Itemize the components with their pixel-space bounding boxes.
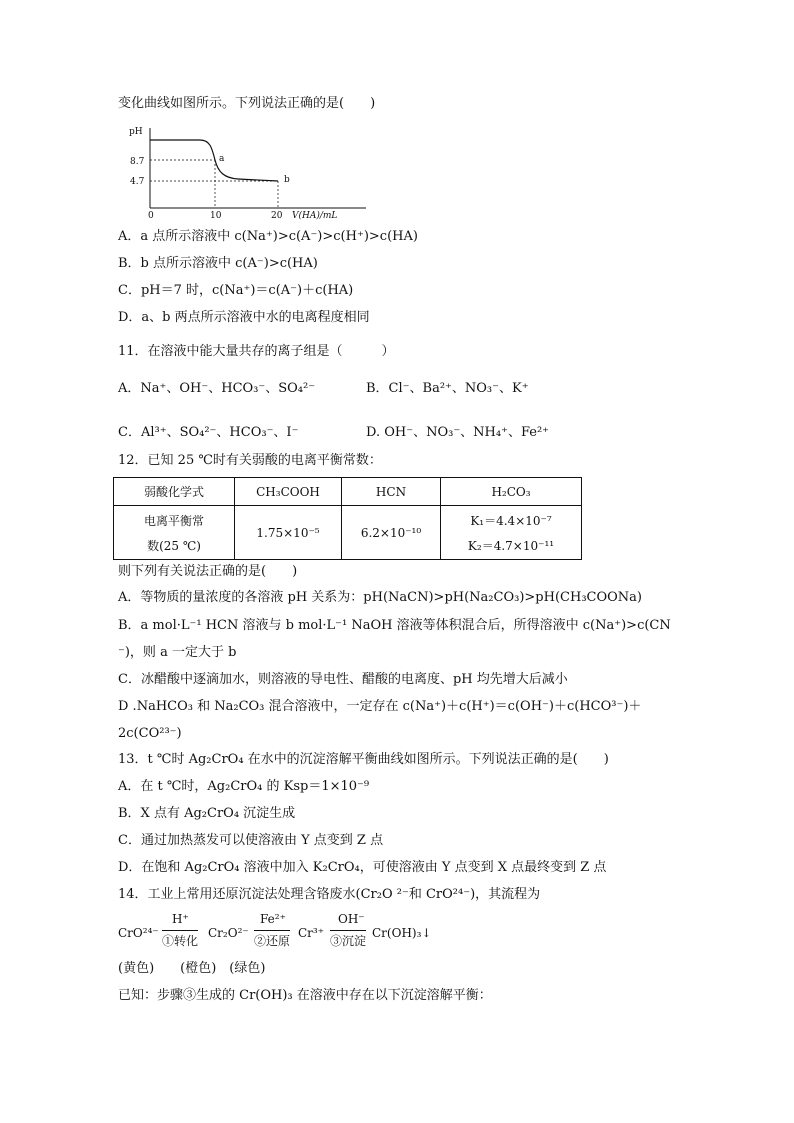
q12-after: 则下列有关说法正确的是( ) <box>118 564 298 579</box>
q10-option-a: A．a 点所示溶液中 c(Na⁺)>c(A⁻)>c(H⁺)>c(HA) <box>118 229 418 244</box>
y-axis-label: pH <box>129 127 143 137</box>
row-label-line-1: 电离平衡常 <box>143 513 204 528</box>
ionization-constants-table <box>113 477 582 560</box>
ph-titration-graph <box>118 124 368 220</box>
table-row-label <box>114 506 235 560</box>
table-header: CH₃COOH <box>235 478 342 506</box>
q14-colors: (黄色) (橙色) (绿色) <box>118 961 266 976</box>
q12-option-c: C．冰醋酸中逐滴加水，则溶液的导电性、醋酸的电离度、pH 均先增大后减小 <box>118 672 568 687</box>
table-cell <box>441 506 582 560</box>
q11-option-c: C．Al³⁺、SO₄²⁻、HCO₃⁻、I⁻ <box>118 425 299 440</box>
q12-stem: 12．已知 25 ℃时有关弱酸的电离平衡常数： <box>118 453 382 468</box>
q10-option-c: C．pH＝7 时，c(Na⁺)＝c(A⁻)＋c(HA) <box>118 283 354 298</box>
table-header: 弱酸化学式 <box>114 478 235 506</box>
table-cell: 1.75×10⁻⁵ <box>235 506 342 560</box>
q13-option-d: D．在饱和 Ag₂CrO₄ 溶液中加入 K₂CrO₄，可使溶液由 Y 点变到 X 点最终变到 Z 点 <box>118 860 607 875</box>
q12-option-b-cont: ⁻)，则 a 一定大于 b <box>118 645 237 660</box>
table-cell: 6.2×10⁻¹⁰ <box>342 506 441 560</box>
q14-note: 已知：步骤③生成的 Cr(OH)₃ 在溶液中存在以下沉淀溶解平衡： <box>118 988 492 1003</box>
flow-species-4: Cr(OH)₃↓ <box>372 926 432 940</box>
point-b-label: b <box>284 175 290 185</box>
x-tick-10: 10 <box>210 211 222 220</box>
q14-stem: 14．工业上常用还原沉淀法处理含铬废水(Cr₂O ²⁻和 CrO²⁴⁻)，其流程为 <box>118 887 541 902</box>
q10-option-b: B．b 点所示溶液中 c(A⁻)>c(HA) <box>118 256 318 271</box>
q10-option-d: D．a、b 两点所示溶液中水的电离程度相同 <box>118 310 370 325</box>
x-tick-20: 20 <box>271 211 283 220</box>
ph-curve <box>150 140 278 181</box>
flow-reagent-2: Fe²⁺ <box>260 912 286 926</box>
k1-value: K₁＝4.4×10⁻⁷ <box>470 513 552 528</box>
q12-option-a: A．等物质的量浓度的各溶液 pH 关系为：pH(NaCN)>pH(Na₂CO₃)>pH(CH₃COONa) <box>118 590 642 605</box>
x-tick-0: 0 <box>148 211 154 220</box>
q11-stem: 11．在溶液中能大量共存的离子组是（ ） <box>118 344 395 359</box>
q12-option-d: D .NaHCO₃ 和 Na₂CO₃ 混合溶液中，一定存在 c(Na⁺)＋c(H⁺)＝c(OH⁻)＋c(HCO³⁻)＋ <box>118 699 642 714</box>
flow-species-1: CrO²⁴⁻ <box>118 926 159 940</box>
point-a-label: a <box>219 154 225 164</box>
q11-option-a: A．Na⁺、OH⁻、HCO₃⁻、SO₄²⁻ <box>118 381 316 396</box>
x-axis-label: V(HA)/mL <box>292 211 338 220</box>
q10-stem-tail: 变化曲线如图所示。下列说法正确的是( ) <box>118 96 376 111</box>
table-row <box>114 506 582 560</box>
y-tick-8-7: 8.7 <box>130 157 145 167</box>
flow-species-2: Cr₂O²⁻ <box>208 926 249 940</box>
row-label-line-2: 数(25 ℃) <box>147 538 201 553</box>
table-header: HCN <box>342 478 441 506</box>
k2-value: K₂＝4.7×10⁻¹¹ <box>467 538 555 553</box>
flow-step-1: ①转化 <box>162 930 198 949</box>
table-header: H₂CO₃ <box>441 478 582 506</box>
q13-option-b: B．X 点有 Ag₂CrO₄ 沉淀生成 <box>118 806 296 821</box>
q12-option-d-cont: 2c(CO²³⁻) <box>118 726 182 741</box>
table-header-row <box>114 478 582 506</box>
q11-option-d: D. OH⁻、NO₃⁻、NH₄⁺、Fe²⁺ <box>366 425 550 440</box>
q13-option-c: C．通过加热蒸发可以使溶液由 Y 点变到 Z 点 <box>118 833 384 848</box>
q12-option-b: B．a mol·L⁻¹ HCN 溶液与 b mol·L⁻¹ NaOH 溶液等体积混合后，所得溶液中 c(Na⁺)>c(CN <box>118 618 671 633</box>
q11-option-b: B．Cl⁻、Ba²⁺、NO₃⁻、K⁺ <box>366 381 529 396</box>
q13-option-a: A．在 t ℃时，Ag₂CrO₄ 的 Ksp＝1×10⁻⁹ <box>118 779 370 794</box>
flow-step-3: ③沉淀 <box>330 930 366 949</box>
chromium-process-flow <box>118 912 678 948</box>
flow-reagent-3: OH⁻ <box>338 912 365 926</box>
y-tick-4-7: 4.7 <box>130 177 145 187</box>
flow-step-2: ②还原 <box>254 930 290 949</box>
flow-reagent-1: H⁺ <box>172 912 189 926</box>
flow-species-3: Cr³⁺ <box>298 926 325 940</box>
q13-stem: 13．t ℃时 Ag₂CrO₄ 在水中的沉淀溶解平衡曲线如图所示。下列说法正确的是( ) <box>118 752 609 767</box>
